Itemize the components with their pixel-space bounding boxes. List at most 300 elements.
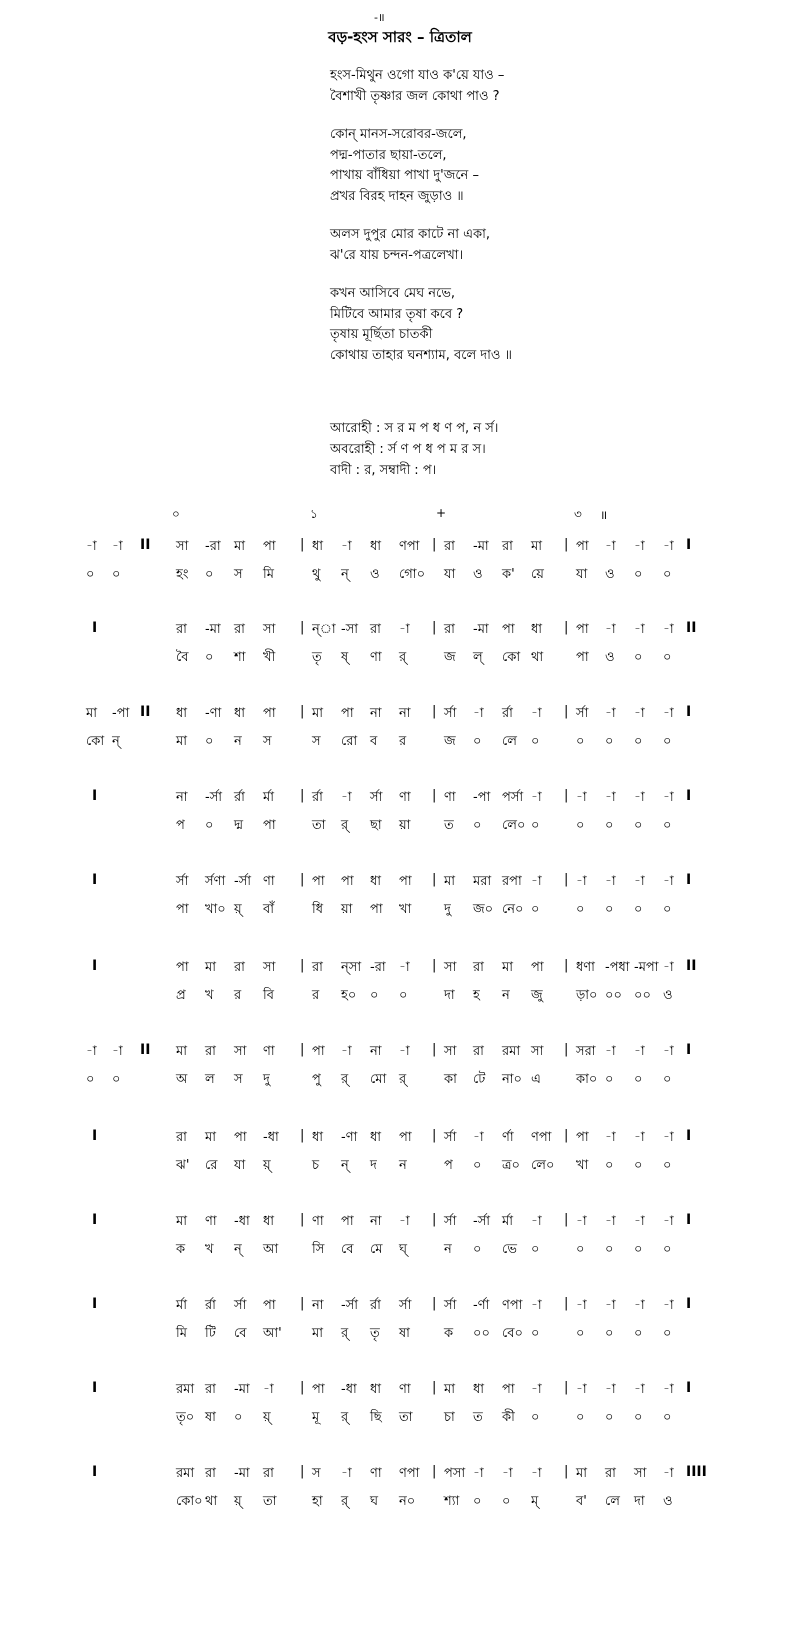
tala-mark: ০ xyxy=(172,507,180,521)
syllable: ল্ xyxy=(473,650,483,665)
note: ণা xyxy=(370,1466,382,1481)
syllable: হং xyxy=(176,567,189,582)
note: পা xyxy=(341,706,354,721)
note: -ধা xyxy=(341,1382,357,1397)
tala-mark: ১ xyxy=(310,507,318,521)
notation-row xyxy=(0,620,800,670)
note: সা xyxy=(531,1044,544,1059)
syllable: ও xyxy=(663,988,673,1003)
note: পা xyxy=(502,1382,515,1397)
note: পা xyxy=(576,539,589,554)
syllable: ০০ xyxy=(634,988,651,1003)
syllable: ঘ্ xyxy=(399,1242,408,1257)
note: -া xyxy=(605,790,616,805)
note-line xyxy=(0,1296,800,1320)
syllable: গো০ xyxy=(399,567,426,582)
note: র্সা xyxy=(176,874,189,889)
notation-row xyxy=(0,1464,800,1514)
beat-divider: | xyxy=(300,1464,305,1479)
note: মা xyxy=(444,874,455,889)
notation-row xyxy=(0,788,800,838)
beat-divider: | xyxy=(564,1128,569,1143)
syllable: প্র xyxy=(176,988,186,1003)
note: ন্‌া xyxy=(312,622,336,637)
notation-row xyxy=(0,1212,800,1262)
syllable: অ xyxy=(176,1072,188,1087)
lyric-line: কোথায় তাহার ঘনশ্যাম, বলে দাও ॥ xyxy=(330,347,512,363)
syllable: ০ xyxy=(634,902,643,917)
note: রা xyxy=(444,622,455,637)
syllable: খা xyxy=(399,902,412,917)
note: -া xyxy=(663,1382,674,1397)
syllable: মি xyxy=(263,567,274,582)
note: রা xyxy=(263,1466,274,1481)
syllable: য়্ xyxy=(234,1494,242,1509)
note: -া xyxy=(531,874,542,889)
syllable: ন xyxy=(444,1242,452,1257)
syllable: বি xyxy=(263,988,274,1003)
syllable: ষা xyxy=(399,1326,410,1341)
syllable: ০ xyxy=(531,1410,540,1425)
syllable: কা০ xyxy=(576,1072,598,1087)
note-line xyxy=(0,872,800,896)
bar-line: I xyxy=(686,1128,692,1144)
note: র্ণা xyxy=(502,1130,514,1145)
syllable: য়্ xyxy=(263,1158,271,1173)
note: না xyxy=(399,706,411,721)
beat-divider: | xyxy=(300,620,305,635)
syllable-line xyxy=(0,900,800,924)
note: সা xyxy=(234,1044,247,1059)
note: ণপা xyxy=(399,1466,420,1481)
syllable: ০ xyxy=(663,818,672,833)
note: -া xyxy=(634,1382,645,1397)
note: -া xyxy=(663,1130,674,1145)
note: পা xyxy=(312,874,325,889)
note: -া xyxy=(399,1044,410,1059)
syllable: ধি xyxy=(312,902,324,917)
note: র্সা xyxy=(444,1298,457,1313)
beat-divider: | xyxy=(300,958,305,973)
note: ধা xyxy=(234,706,246,721)
note: ধা xyxy=(176,706,188,721)
syllable: ০ xyxy=(86,567,95,582)
syllable: ল xyxy=(205,1072,215,1087)
note: র্রা xyxy=(370,1298,381,1313)
note-line xyxy=(0,704,800,728)
syllable: ত্র০ xyxy=(502,1158,521,1173)
note: -া xyxy=(341,1466,352,1481)
syllable: ০ xyxy=(605,734,614,749)
note: ধা xyxy=(370,539,382,554)
note: -া xyxy=(473,706,484,721)
syllable: পা xyxy=(263,818,276,833)
syllable: র xyxy=(234,988,242,1003)
syllable: ছি xyxy=(370,1410,382,1425)
syllable: ন্ xyxy=(341,1158,349,1173)
beat-divider: | xyxy=(564,1212,569,1227)
syllable: তা xyxy=(312,818,326,833)
bar-line: IIII xyxy=(686,1464,707,1480)
note: -া xyxy=(341,790,352,805)
notation-row xyxy=(0,704,800,754)
syllable: পা xyxy=(176,902,189,917)
syllable: ০ xyxy=(576,818,585,833)
note-line xyxy=(0,1212,800,1236)
note: -া xyxy=(399,1214,410,1229)
syllable: দু xyxy=(444,902,451,917)
note: -র্সা xyxy=(341,1298,359,1313)
syllable: য়া xyxy=(341,902,353,917)
note: রা xyxy=(205,1382,216,1397)
note-line xyxy=(0,1128,800,1152)
raga-line: বাদী : র, সম্বাদী : প। xyxy=(330,463,437,478)
note: -া xyxy=(663,539,674,554)
beat-divider: | xyxy=(300,1128,305,1143)
syllable: স xyxy=(234,1072,243,1087)
note: -া xyxy=(663,960,674,975)
syllable: ০ xyxy=(576,734,585,749)
syllable: লে০ xyxy=(531,1158,555,1173)
syllable: থা xyxy=(205,1494,218,1509)
note: সা xyxy=(263,960,276,975)
note: ধা xyxy=(370,874,382,889)
beat-divider: | xyxy=(564,1380,569,1395)
syllable: ০ xyxy=(531,1242,540,1257)
beat-divider: | xyxy=(300,537,305,552)
syllable: ০ xyxy=(473,734,482,749)
syllable: মে xyxy=(370,1242,383,1257)
syllable: টি xyxy=(205,1326,216,1341)
syllable: থু xyxy=(312,567,321,582)
syllable: ০ xyxy=(234,1410,243,1425)
note: র্সা xyxy=(399,1298,412,1313)
syllable: ০ xyxy=(634,567,643,582)
bar-line: I xyxy=(92,1464,98,1480)
note: রা xyxy=(370,622,381,637)
syllable: তা xyxy=(399,1410,413,1425)
note: -া xyxy=(86,1044,97,1059)
note-line xyxy=(0,958,800,982)
syllable: ০ xyxy=(370,988,379,1003)
beat-divider: | xyxy=(432,1212,437,1227)
syllable: ০ xyxy=(205,818,214,833)
syllable: ০ xyxy=(605,902,614,917)
syllable: ০ xyxy=(634,734,643,749)
note: ন্‌সা xyxy=(341,960,362,975)
syllable: র্ xyxy=(399,1072,407,1087)
beat-divider: | xyxy=(432,958,437,973)
note: মা xyxy=(531,539,542,554)
syllable: ০ xyxy=(634,1410,643,1425)
note: -া xyxy=(605,1214,616,1229)
syllable: বে xyxy=(341,1242,354,1257)
beat-divider: | xyxy=(300,1380,305,1395)
bar-line: I xyxy=(92,1212,98,1228)
note: ণপা xyxy=(531,1130,552,1145)
syllable: ০ xyxy=(112,567,121,582)
syllable-line xyxy=(0,816,800,840)
syllable: বে০ xyxy=(502,1326,523,1341)
syllable: র্ xyxy=(341,1494,349,1509)
note: ণা xyxy=(263,874,275,889)
syllable: ০ xyxy=(605,1326,614,1341)
syllable: ০ xyxy=(634,1158,643,1173)
syllable: ন্ xyxy=(234,1242,242,1257)
bar-line: II xyxy=(140,1042,151,1058)
syllable: ও xyxy=(663,1494,673,1509)
beat-divider: | xyxy=(564,704,569,719)
note-line xyxy=(0,1380,800,1404)
note: -ণা xyxy=(341,1130,358,1145)
syllable: লে xyxy=(605,1494,620,1509)
note: মা xyxy=(205,960,216,975)
note: মা xyxy=(86,706,97,721)
note: না xyxy=(370,706,382,721)
lyric-line: তৃষায় মূর্ছিতা চাতকী xyxy=(330,327,433,342)
note: -পা xyxy=(473,790,491,805)
bar-line: I xyxy=(686,1296,692,1312)
syllable: তা xyxy=(263,1494,277,1509)
note: রা xyxy=(234,622,245,637)
note: -মা xyxy=(234,1466,250,1481)
syllable: স xyxy=(234,567,243,582)
note: পা xyxy=(341,1214,354,1229)
beat-divider: | xyxy=(300,1212,305,1227)
beat-divider: | xyxy=(564,958,569,973)
note: ণপা xyxy=(502,1298,523,1313)
syllable-line xyxy=(0,1492,800,1516)
note: মা xyxy=(205,1130,216,1145)
syllable: ০ xyxy=(531,734,540,749)
syllable: ০ xyxy=(663,1326,672,1341)
syllable: লে০ xyxy=(502,818,526,833)
note: ণা xyxy=(399,790,411,805)
syllable: ন্ xyxy=(341,567,349,582)
syllable: খা xyxy=(576,1158,589,1173)
bar-line: I xyxy=(686,1042,692,1058)
syllable: বৈ xyxy=(176,650,189,665)
beat-divider: | xyxy=(432,1128,437,1143)
syllable: ০ xyxy=(663,567,672,582)
syllable: যা xyxy=(444,567,456,582)
syllable: ০ xyxy=(663,650,672,665)
note-line xyxy=(0,788,800,812)
note: না xyxy=(176,790,188,805)
beat-divider: | xyxy=(432,537,437,552)
note: র্সা xyxy=(234,1298,247,1313)
syllable: ০০ xyxy=(473,1326,490,1341)
note: -া xyxy=(663,1044,674,1059)
syllable: ও xyxy=(605,650,615,665)
note: মা xyxy=(234,539,245,554)
note: -র্ণা xyxy=(473,1298,490,1313)
syllable-line xyxy=(0,1324,800,1348)
note: র্রা xyxy=(234,790,245,805)
note-line xyxy=(0,620,800,644)
beat-divider: | xyxy=(300,872,305,887)
note: -া xyxy=(576,790,587,805)
note: -া xyxy=(663,1466,674,1481)
syllable: জ০ xyxy=(473,902,494,917)
syllable: জু xyxy=(531,988,543,1003)
note: -া xyxy=(576,1298,587,1313)
syllable: মো xyxy=(370,1072,387,1087)
syllable: ০ xyxy=(205,734,214,749)
beat-divider: | xyxy=(564,872,569,887)
syllable: দু xyxy=(263,1072,270,1087)
note: রা xyxy=(312,960,323,975)
syllable: রো xyxy=(341,734,358,749)
syllable: ০ xyxy=(576,1326,585,1341)
header-mark: -॥ xyxy=(374,11,385,24)
lyric-line: কখন আসিবে মেঘ নভে, xyxy=(330,286,456,301)
note: -া xyxy=(634,1214,645,1229)
syllable: ০ xyxy=(473,1242,482,1257)
syllable: ণা xyxy=(370,650,382,665)
syllable: টে xyxy=(473,1072,486,1087)
note: পা xyxy=(576,1130,589,1145)
syllable: প xyxy=(176,818,185,833)
raga-line: অবরোহী : র্স ণ প ধ প ম র স। xyxy=(330,442,486,457)
syllable: চা xyxy=(444,1410,455,1425)
note: র্রা xyxy=(312,790,323,805)
note: সা xyxy=(444,1044,457,1059)
beat-divider: | xyxy=(432,620,437,635)
note: -র্সা xyxy=(234,874,252,889)
note: র্রা xyxy=(502,706,513,721)
lyric-line: অলস দুপুর মোর কাটে না একা, xyxy=(330,227,491,242)
beat-divider: | xyxy=(300,1296,305,1311)
tala-mark: + xyxy=(436,506,447,520)
syllable: খা০ xyxy=(205,902,226,917)
note: রা xyxy=(444,539,455,554)
syllable: ০ xyxy=(531,902,540,917)
note: -া xyxy=(576,1214,587,1229)
syllable: খ xyxy=(205,988,214,1003)
bar-line: I xyxy=(92,1128,98,1144)
note: রা xyxy=(176,1130,187,1145)
note: -ধা xyxy=(263,1130,279,1145)
syllable: তৃ xyxy=(370,1326,380,1341)
syllable: চ xyxy=(312,1158,320,1173)
beat-divider: | xyxy=(564,1464,569,1479)
note: র্মা xyxy=(502,1214,513,1229)
syllable: ষা xyxy=(205,1410,216,1425)
note: পর্সা xyxy=(502,790,524,805)
note: ধণা xyxy=(576,960,595,975)
bar-line: II xyxy=(140,704,151,720)
note: পা xyxy=(263,539,276,554)
syllable: এ xyxy=(531,1072,541,1087)
note: ণা xyxy=(205,1214,217,1229)
syllable-line xyxy=(0,732,800,756)
lyric-line: বৈশাখী তৃষ্ণার জল কোথা পাও ? xyxy=(330,88,500,104)
syllable: খী xyxy=(263,650,276,665)
syllable: র xyxy=(312,988,320,1003)
note: পা xyxy=(531,960,544,975)
note: রা xyxy=(473,960,484,975)
syllable: ব xyxy=(370,734,378,749)
lyric-line: ঝ'রে যায় চন্দন-পত্রলেখা। xyxy=(330,247,464,263)
beat-divider: | xyxy=(432,1464,437,1479)
syllable: ০ xyxy=(605,1158,614,1173)
note: ধা xyxy=(312,539,324,554)
syllable: ০ xyxy=(634,650,643,665)
note: -র্সা xyxy=(473,1214,491,1229)
note: না xyxy=(312,1298,324,1313)
note: রা xyxy=(176,622,187,637)
note: -া xyxy=(634,1298,645,1313)
note: -া xyxy=(531,1382,542,1397)
note: -া xyxy=(605,1044,616,1059)
note: রা xyxy=(605,1466,616,1481)
syllable: ড়া০ xyxy=(576,988,598,1003)
syllable-line xyxy=(0,565,800,589)
syllable: বে xyxy=(234,1326,247,1341)
beat-divider: | xyxy=(300,788,305,803)
syllable: হ xyxy=(473,988,480,1003)
syllable: জ xyxy=(444,650,456,665)
bar-line: I xyxy=(686,1212,692,1228)
syllable: র্ xyxy=(341,1410,349,1425)
syllable: ০ xyxy=(531,818,540,833)
note: সা xyxy=(176,539,189,554)
syllable: হা xyxy=(312,1494,323,1509)
notation-row xyxy=(0,958,800,1008)
syllable: তৃ xyxy=(312,650,322,665)
note: -া xyxy=(605,874,616,889)
syllable: ম্ xyxy=(531,1494,539,1509)
beat-divider: | xyxy=(564,1042,569,1057)
syllable: ০ xyxy=(576,1410,585,1425)
note: পা xyxy=(502,622,515,637)
syllable: লে xyxy=(502,734,517,749)
note: -া xyxy=(341,1044,352,1059)
note: র্সা xyxy=(576,706,589,721)
note: র্সণা xyxy=(205,874,226,889)
syllable: মা xyxy=(176,734,187,749)
note: -া xyxy=(399,622,410,637)
syllable: ০ xyxy=(112,1072,121,1087)
lyric-line: মিটিবে আমার তৃষা কবে ? xyxy=(330,306,464,322)
note: না xyxy=(370,1214,382,1229)
syllable: পু xyxy=(312,1072,321,1087)
syllable: য়্ xyxy=(263,1410,271,1425)
syllable: ও xyxy=(473,567,483,582)
note: র্সা xyxy=(444,706,457,721)
syllable: ০ xyxy=(605,1242,614,1257)
syllable: ন xyxy=(502,988,510,1003)
note: সা xyxy=(444,960,457,975)
note: পা xyxy=(399,1130,412,1145)
note: ধা xyxy=(531,622,543,637)
syllable: রে xyxy=(205,1158,218,1173)
note: রমা xyxy=(502,1044,521,1059)
note: ণা xyxy=(444,790,456,805)
syllable: স xyxy=(312,734,321,749)
syllable: শা xyxy=(234,650,246,665)
syllable: ত xyxy=(473,1410,483,1425)
note: মা xyxy=(502,960,513,975)
bar-line: II xyxy=(686,620,697,636)
syllable: পা xyxy=(370,902,383,917)
notation-row xyxy=(0,537,800,587)
note: -পা xyxy=(112,706,130,721)
note: -া xyxy=(112,1044,123,1059)
lyric-line: পদ্ম-পাতার ছায়া-তলে, xyxy=(330,147,447,163)
beat-divider: | xyxy=(432,1042,437,1057)
